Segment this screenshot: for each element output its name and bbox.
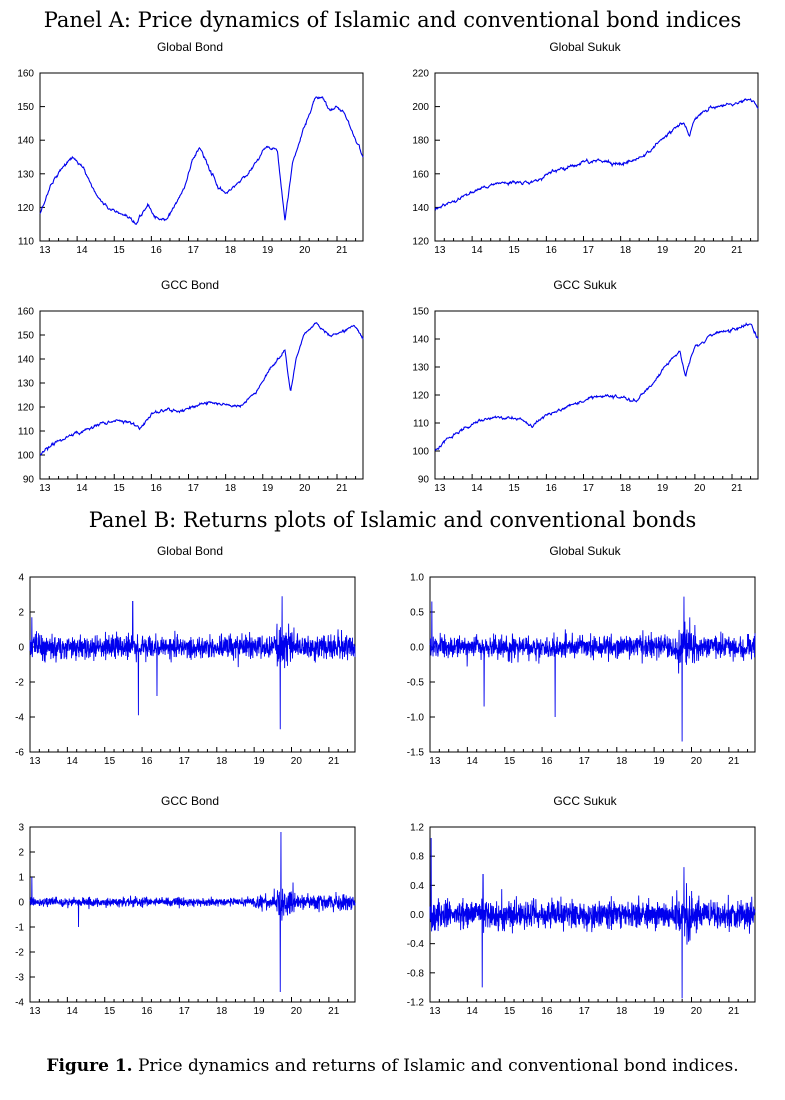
plot-frame — [430, 577, 755, 752]
x-tick-label: 16 — [141, 756, 153, 767]
chart-title: GCC Bond — [160, 278, 220, 292]
y-tick-label: -0.5 — [406, 677, 424, 689]
y-tick-label: 150 — [412, 306, 429, 318]
y-tick-label: 3 — [18, 822, 24, 834]
plot-frame — [40, 311, 363, 479]
x-tick-label: 18 — [224, 245, 237, 256]
x-tick-label: 19 — [253, 1006, 265, 1017]
x-tick-label: 14 — [471, 245, 483, 256]
x-tick-label: 13 — [429, 756, 441, 767]
x-tick-label: 16 — [150, 245, 162, 256]
y-tick-label: -6 — [15, 747, 24, 759]
x-tick-label: 17 — [582, 245, 594, 256]
y-tick-label: -0.4 — [406, 939, 424, 951]
y-tick-label: 100 — [17, 450, 34, 462]
y-tick-label: -2 — [15, 947, 24, 959]
x-tick-label: 18 — [619, 483, 632, 494]
series-line — [40, 323, 363, 455]
x-tick-label: 13 — [434, 245, 446, 256]
x-tick-label: 21 — [328, 756, 340, 767]
plot-area — [0, 40, 380, 261]
x-tick-label: 17 — [187, 245, 199, 256]
chart-title: GCC Bond — [160, 794, 220, 808]
x-tick-label: 15 — [104, 1006, 116, 1017]
figure-label: Figure 1. — [46, 1056, 133, 1076]
x-tick-label: 17 — [578, 756, 590, 767]
y-tick-label: 140 — [412, 202, 429, 214]
y-tick-label: 180 — [412, 135, 429, 147]
x-tick-label: 17 — [582, 483, 594, 494]
x-tick-label: 13 — [39, 483, 51, 494]
x-tick-label: 18 — [216, 1006, 228, 1017]
x-tick-label: 16 — [141, 1006, 153, 1017]
plot-area — [0, 544, 380, 772]
y-tick-label: -3 — [15, 972, 24, 984]
y-tick-label: 0 — [18, 642, 24, 654]
x-tick-label: 13 — [29, 756, 41, 767]
y-tick-label: -1.5 — [406, 747, 424, 759]
x-tick-label: 18 — [616, 1006, 628, 1017]
figure-caption-text: Price dynamics and returns of Islamic and conventional bond indices. — [132, 1056, 739, 1076]
plot-frame — [435, 73, 758, 241]
x-tick-label: 15 — [508, 483, 520, 494]
x-tick-label: 14 — [66, 756, 78, 767]
x-tick-label: 14 — [466, 756, 478, 767]
plot-area — [395, 544, 775, 772]
x-tick-label: 20 — [299, 245, 311, 256]
y-tick-label: 140 — [17, 135, 34, 147]
x-tick-label: 16 — [541, 1006, 553, 1017]
x-tick-label: 14 — [76, 245, 88, 256]
x-tick-label: 21 — [336, 483, 348, 494]
y-tick-label: 0.8 — [410, 851, 424, 863]
x-tick-label: 16 — [541, 756, 553, 767]
x-tick-label: 14 — [471, 483, 483, 494]
y-tick-label: 220 — [412, 68, 429, 80]
x-tick-label: 18 — [619, 245, 632, 256]
x-tick-label: 18 — [616, 756, 628, 767]
x-tick-label: 17 — [178, 756, 190, 767]
y-tick-label: 1 — [18, 872, 24, 884]
y-tick-label: 2 — [18, 847, 24, 859]
plot-area — [395, 794, 775, 1022]
y-tick-label: -1.2 — [406, 997, 424, 1009]
x-tick-label: 19 — [657, 245, 669, 256]
x-tick-label: 20 — [290, 756, 302, 767]
y-tick-label: -4 — [15, 997, 24, 1009]
y-tick-label: 120 — [17, 202, 34, 214]
x-tick-label: 15 — [104, 756, 116, 767]
y-tick-label: 110 — [18, 236, 34, 248]
x-tick-label: 20 — [690, 756, 702, 767]
y-tick-label: 140 — [412, 334, 429, 346]
y-tick-label: 160 — [412, 169, 429, 181]
y-tick-label: 150 — [17, 102, 34, 114]
x-tick-label: 20 — [690, 1006, 702, 1017]
x-tick-label: 21 — [728, 1006, 740, 1017]
panel-b-title: Panel B: Returns plots of Islamic and conventional bonds — [88, 508, 697, 532]
plot-area — [395, 40, 775, 261]
x-tick-label: 21 — [336, 245, 348, 256]
x-tick-label: 17 — [187, 483, 199, 494]
series-line — [30, 596, 355, 729]
panel-a-title: Panel A: Price dynamics of Islamic and conventional bond indices — [43, 8, 742, 32]
y-tick-label: 160 — [17, 68, 34, 80]
y-tick-label: 90 — [22, 474, 34, 486]
y-tick-label: 100 — [412, 446, 429, 458]
y-tick-label: 160 — [17, 306, 34, 318]
y-tick-label: 1.2 — [410, 822, 424, 834]
x-tick-label: 16 — [545, 483, 557, 494]
y-tick-label: -1.0 — [406, 712, 424, 724]
y-tick-label: -0.8 — [406, 968, 424, 980]
y-tick-label: 130 — [17, 378, 34, 390]
chart-title: Global Bond — [156, 40, 224, 54]
x-tick-label: 13 — [434, 483, 446, 494]
x-tick-label: 20 — [694, 483, 706, 494]
y-tick-label: 140 — [17, 354, 34, 366]
chart-title: GCC Sukuk — [553, 794, 617, 808]
x-tick-label: 15 — [504, 756, 516, 767]
x-tick-label: 19 — [253, 756, 265, 767]
plot-area — [395, 278, 775, 499]
x-tick-label: 16 — [150, 483, 162, 494]
x-tick-label: 17 — [178, 1006, 190, 1017]
x-tick-label: 15 — [113, 245, 125, 256]
plot-frame — [30, 577, 355, 752]
y-tick-label: 0.0 — [410, 642, 424, 654]
y-tick-label: -4 — [15, 712, 24, 724]
y-tick-label: 130 — [412, 362, 429, 374]
series-line — [40, 97, 363, 224]
x-tick-label: 14 — [66, 1006, 78, 1017]
series-line — [435, 99, 758, 210]
y-tick-label: 120 — [412, 390, 429, 402]
y-tick-label: 120 — [412, 236, 429, 248]
x-tick-label: 21 — [731, 245, 743, 256]
x-tick-label: 13 — [39, 245, 51, 256]
y-tick-label: 0 — [18, 897, 24, 909]
x-tick-label: 19 — [653, 756, 665, 767]
x-tick-label: 19 — [657, 483, 669, 494]
y-tick-label: -2 — [15, 677, 24, 689]
y-tick-label: 90 — [417, 474, 429, 486]
x-tick-label: 16 — [545, 245, 557, 256]
x-tick-label: 20 — [290, 1006, 302, 1017]
series-line — [30, 832, 355, 992]
series-line — [430, 838, 755, 998]
x-tick-label: 19 — [262, 245, 274, 256]
plot-area — [0, 278, 380, 499]
y-tick-label: 0.5 — [410, 607, 424, 619]
y-tick-label: 1.0 — [410, 572, 424, 584]
x-tick-label: 17 — [578, 1006, 590, 1017]
chart-title: GCC Sukuk — [553, 278, 617, 292]
x-tick-label: 19 — [262, 483, 274, 494]
y-tick-label: 4 — [18, 572, 24, 584]
x-tick-label: 21 — [728, 756, 740, 767]
y-tick-label: 2 — [18, 607, 24, 619]
y-tick-label: 110 — [18, 426, 34, 438]
x-tick-label: 19 — [653, 1006, 665, 1017]
x-tick-label: 18 — [224, 483, 237, 494]
x-tick-label: 21 — [328, 1006, 340, 1017]
plot-area — [0, 794, 380, 1022]
x-tick-label: 21 — [731, 483, 743, 494]
y-tick-label: 130 — [17, 169, 34, 181]
x-tick-label: 15 — [113, 483, 125, 494]
y-tick-label: 0.0 — [410, 910, 424, 921]
chart-title: Global Sukuk — [549, 544, 621, 558]
series-line — [435, 324, 758, 451]
y-tick-label: 200 — [412, 102, 429, 114]
x-tick-label: 15 — [504, 1006, 516, 1017]
series-line — [430, 597, 755, 742]
x-tick-label: 20 — [299, 483, 311, 494]
y-tick-label: -1 — [15, 922, 24, 934]
y-tick-label: 0.4 — [410, 880, 424, 892]
figure-caption — [0, 1055, 785, 1077]
y-tick-label: 110 — [413, 418, 429, 430]
x-tick-label: 20 — [694, 245, 706, 256]
y-tick-label: 150 — [17, 330, 34, 342]
x-tick-label: 14 — [76, 483, 88, 494]
chart-title: Global Bond — [156, 544, 224, 558]
x-tick-label: 13 — [429, 1006, 441, 1017]
x-tick-label: 13 — [29, 1006, 41, 1017]
x-tick-label: 18 — [216, 756, 228, 767]
x-tick-label: 14 — [466, 1006, 478, 1017]
y-tick-label: 120 — [17, 402, 34, 414]
x-tick-label: 15 — [508, 245, 520, 256]
chart-title: Global Sukuk — [549, 40, 621, 54]
